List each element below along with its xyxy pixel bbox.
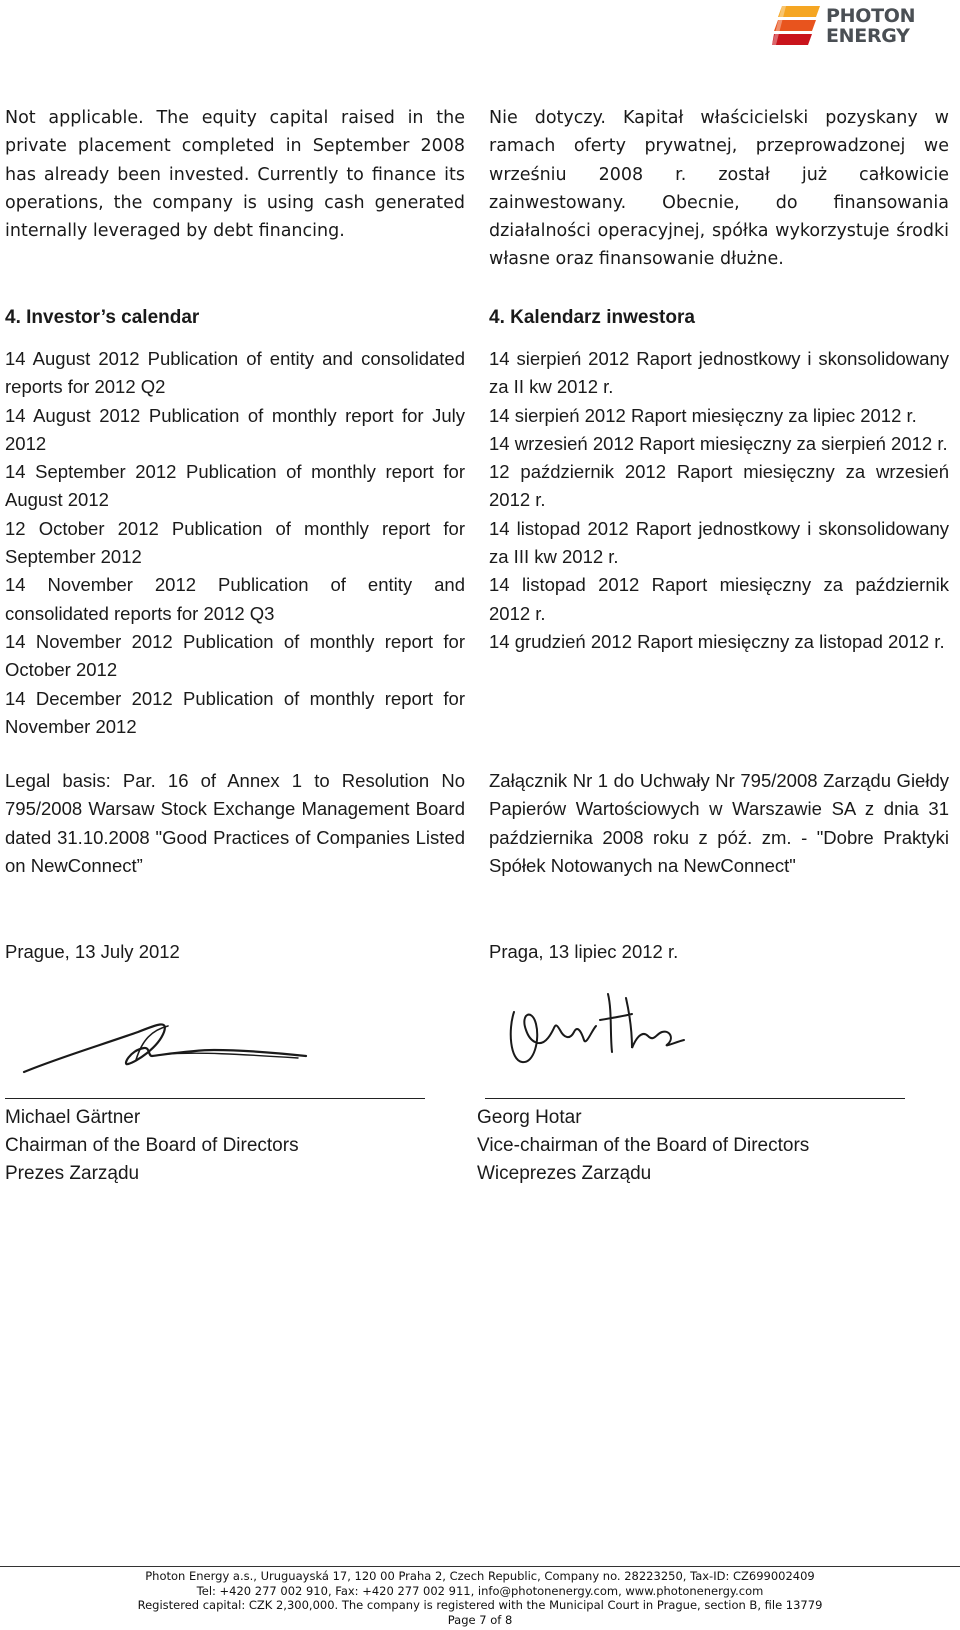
page-number: Page 7 of 8: [447, 1612, 513, 1627]
calendar-entry: 14 August 2012 Publication of entity and consolidated reports for 2012 Q2: [5, 348, 465, 398]
signatory-title-en: Vice-chairman of the Board of Directors: [477, 1135, 810, 1156]
calendar-entry: 14 wrzesień 2012 Raport miesięczny za sierpień 2012 r.: [489, 432, 948, 454]
calendar-entry: 14 September 2012 Publication of monthly report for August 2012: [5, 461, 465, 511]
legal-basis-en: Legal basis: Par. 16 of Annex 1 to Resolution No 795/2008 Warsaw Stock Exchange Management Board dated 31.10.2008 "Good Practices of Companies Listed on NewConnect”: [5, 770, 465, 876]
photon-energy-logo-icon: [772, 4, 822, 48]
signatory-block-1: [5, 1104, 299, 1188]
investor-calendar-list-pl: [489, 345, 949, 656]
calendar-entry: 14 December 2012 Publication of monthly report for November 2012: [5, 687, 465, 737]
calendar-entry: 14 grudzień 2012 Raport miesięczny za listopad 2012 r.: [489, 630, 945, 652]
company-logo: [772, 4, 932, 48]
calendar-entry: 14 sierpień 2012 Raport miesięczny za lipiec 2012 r.: [489, 404, 917, 426]
footer-contact: Tel: +420 277 002 910, Fax: +420 277 002 911, info@photonenergy.com, www.photonenergy.com: [196, 1583, 764, 1598]
signature-georg-hotar-icon: [500, 990, 700, 1080]
place-date-pl: Praga, 13 lipiec 2012 r.: [489, 941, 679, 962]
logo-line-1: PHOTON: [826, 5, 916, 27]
calendar-entry: 14 listopad 2012 Raport miesięczny za październik 2012 r.: [489, 574, 949, 624]
legal-basis-pl: Załącznik Nr 1 do Uchwały Nr 795/2008 Zarządu Giełdy Papierów Wartościowych w Warszawie SA z dnia 31 października 2008 roku z póź. zm. - "Dobre Praktyki Spółek Notowanych na NewConnect": [489, 770, 949, 876]
place-date-en: Prague, 13 July 2012: [5, 941, 180, 962]
logo-line-2: ENERGY: [826, 25, 910, 47]
calendar-entry: 14 sierpień 2012 Raport jednostkowy i skonsolidowany za II kw 2012 r.: [489, 348, 949, 398]
signatory-name: Michael Gärtner: [5, 1107, 141, 1128]
signature-michael-gartner-icon: [18, 1010, 318, 1080]
investor-calendar-list-en: [5, 345, 465, 741]
signature-line-2: [485, 1098, 905, 1099]
signature-line-1: [5, 1098, 425, 1099]
footer-company-address: Photon Energy a.s., Uruguayská 17, 120 00 Praha 2, Czech Republic, Company no. 28223250, Tax-ID: CZ699002409: [145, 1569, 815, 1583]
calendar-entry: 14 November 2012 Publication of monthly report for October 2012: [5, 630, 465, 681]
intro-paragraph-en: Not applicable. The equity capital raised in the private placement completed in September 2008 has already been invested. Currently to finance its operations, the company is using cash generated internally leveraged by debt financing.: [5, 108, 465, 242]
calendar-entry: 14 November 2012 Publication of entity and consolidated reports for 2012 Q3: [5, 574, 465, 624]
calendar-entry: 12 październik 2012 Raport miesięczny za wrzesień 2012 r.: [489, 461, 949, 511]
intro-paragraph-pl: Nie dotyczy. Kapitał właścicielski pozyskany w ramach oferty prywatnej, przeprowadzonej we wrześniu 2008 r. został już całkowicie zainwestowany. Obecnie, do finansowania działalności operacyjnej, spółka wykorzystuje środki własne oraz finansowanie dłużne.: [489, 108, 949, 270]
signatory-title-pl: Prezes Zarządu: [5, 1163, 140, 1184]
footer-registration: Registered capital: CZK 2,300,000. The company is registered with the Municipal Court in Prague, section B, file 13779: [137, 1598, 823, 1613]
logo-wordmark: [826, 6, 936, 46]
calendar-entry: 14 August 2012 Publication of monthly report for July 2012: [5, 404, 465, 454]
signatory-name: Georg Hotar: [477, 1107, 582, 1128]
signatory-block-2: [477, 1104, 809, 1188]
footer-divider: [0, 1566, 960, 1567]
calendar-entry: 12 October 2012 Publication of monthly report for September 2012: [5, 517, 465, 568]
calendar-entry: 14 listopad 2012 Raport jednostkowy i skonsolidowany za III kw 2012 r.: [489, 517, 949, 568]
investor-calendar-heading: 4. Investor’s calendar: [5, 307, 200, 328]
signatory-title-en: Chairman of the Board of Directors: [5, 1135, 299, 1156]
signatory-title-pl: Wiceprezes Zarządu: [477, 1163, 652, 1184]
investor-calendar-heading-pl: 4. Kalendarz inwestora: [489, 307, 695, 328]
page-footer: [0, 1569, 960, 1627]
